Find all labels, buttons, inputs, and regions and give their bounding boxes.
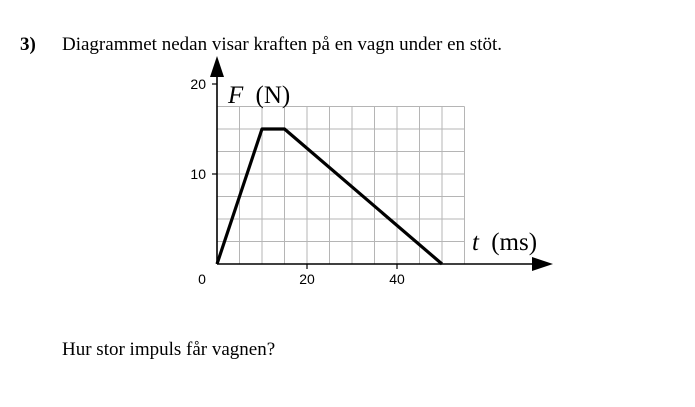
y-axis-arrow xyxy=(210,56,224,77)
x-tick-label-0: 0 xyxy=(198,271,206,287)
x-tick-label-40: 40 xyxy=(389,271,405,287)
y-axis-label-unit: (N) xyxy=(255,82,291,109)
y-axis-label-var: F xyxy=(228,82,244,109)
followup-question: Hur stor impuls får vagnen? xyxy=(62,339,276,360)
y-tick-label-20: 20 xyxy=(190,76,206,92)
question-text: Diagrammet nedan visar kraften på en vagn under en stöt. xyxy=(62,34,503,55)
x-axis-label-var: t xyxy=(472,229,479,256)
x-tick-label-20: 20 xyxy=(299,271,315,287)
x-axis-label-unit: (ms) xyxy=(491,229,538,256)
y-tick-label-10: 10 xyxy=(190,166,206,182)
question-number: 3) xyxy=(20,34,36,55)
x-axis-label xyxy=(472,229,537,256)
x-axis-arrow xyxy=(532,257,553,271)
y-axis-label xyxy=(227,82,290,109)
chart-grid xyxy=(217,107,465,265)
